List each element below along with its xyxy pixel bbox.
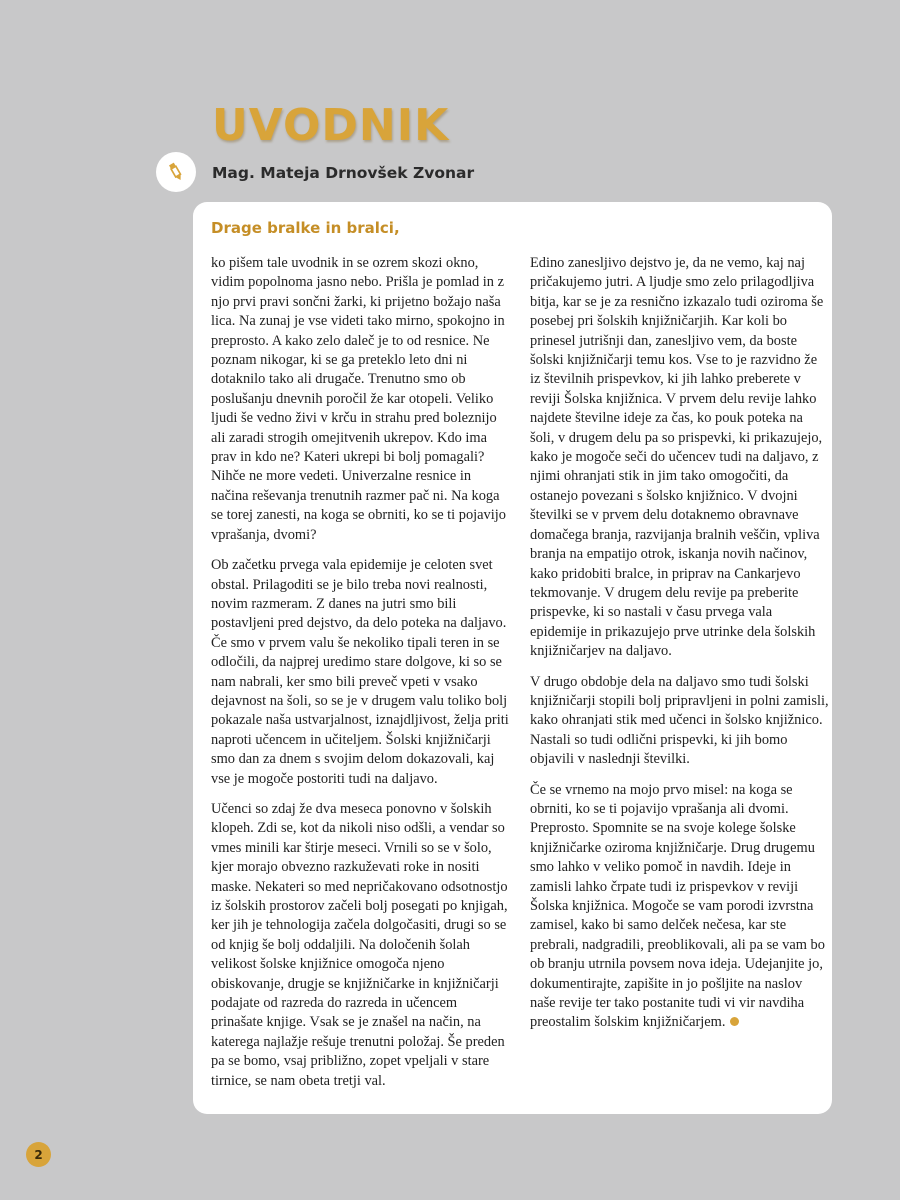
paragraph: Edino zanesljivo dejstvo je, da ne vemo, kaj naj pričakujemo jutri. A ljudje smo zelo prilagodljiva bitja, kar se je za resnično izkazalo tudi oziroma še posebej pri šolskih knjižničarjih. Kar koli bo prinesel jutrišnji dan, zanesljivo vem, da boste šolski knjižničarji temu kos. Vse to je razvidno že iz številnih prispevkov, ki jih lahko preberete v reviji Šolska knjižnica. V prvem delu revije lahko najdete številne ideje za čas, ko pouk poteka na šoli, v drugem delu pa so prispevki, ki prikazujejo, kako je mogoče seči do učencev tudi na daljavo, z njimi ohranjati stik in jim tako omogočiti, da ostanejo povezani s šolsko knjižnico. V dvojni številki se v prvem delu dotaknemo obravnave domačega branja, razvijanja bralnih veščin, vpliva branja na empatijo otrok, iskanja novih načinov, kako pridobiti bralce, in priprav na Cankarjevo tekmovanje. V drugem delu revije pa preberite prispevke, ki so nastali v času prvega vala epidemije in prikazujejo prve utrinke dela šolskih knjižničarjev na daljavo. — [530, 255, 824, 660]
paragraph-last — [530, 781, 830, 1033]
end-mark-icon — [730, 1017, 739, 1026]
paragraph: Učenci so zdaj že dva meseca ponovno v šolskih klopeh. Zdi se, kot da nikoli niso odšli, a vendar so vmes minili kar štirje meseci. Vrnili so se v šolo, kjer morajo obvezno razkuževati roke in nositi maske. Nekateri so med nepričakovano odsotnostjo iz šolskih prostorov začeli bolj posegati po knjigah, ker jih je tehnologija začela dolgočasiti, drugi so se od knjig še bolj oddaljili. Na določenih šolah velikost šolske knjižnice omogoča njeno obiskovanje, drugje se knjižničarke in knjižničarji podajate od razreda do razreda in učencem prinašate knjige. Vsak se je znašel na način, na katerega najlažje rešuje trenutni položaj. Še preden pa se bomo, vsaj približno, zopet vpeljali v stare tirnice, se nam obeta tretji val. — [211, 800, 508, 1089]
page-title: UVODNIK — [212, 100, 450, 151]
paragraph: V drugo obdobje dela na daljavo smo tudi šolski knjižničarji stopili bolj pripravljeni in polni zamisli, kako ohranjati stik med učenci in šolsko knjižnico. Nastali so tudi odlični prispevki, ki jih bomo objavili v naslednji številki. — [530, 673, 829, 768]
author-name: Mag. Mateja Drnovšek Zvonar — [212, 164, 475, 182]
article-card — [193, 202, 832, 1114]
article-column-left — [211, 254, 511, 1102]
article-column-right — [530, 254, 830, 1044]
pencil-icon — [156, 152, 196, 192]
paragraph: Ob začetku prvega vala epidemije je celoten svet obstal. Prilagoditi se je bilo treba novi realnosti, novim razmeram. Z danes na jutri smo bili postavljeni pred dejstvo, da delo poteka na daljavo. Če smo v prvem valu še nekoliko tipali teren in se odločili, da najprej uredimo stare dolgove, ki so se nam nabrali, ker smo bili preveč vpeti v vsako dejavnost na šoli, so se je v drugem valu toliko bolj pokazale naša ustvarjalnost, iznajdljivost, želja priti naproti učencem in učiteljem. Šolski knjižničarji smo dan za dnem s svojim delom dokazovali, kaj vse je mogoče postoriti tudi na daljavo. — [211, 557, 509, 787]
greeting: Drage bralke in bralci, — [211, 219, 400, 237]
page-number: 2 — [26, 1142, 51, 1167]
paragraph-text: Če se vrnemo na mojo prvo misel: na koga se obrniti, ko se ti pojavijo vprašanja ali dvomi. Preprosto. Spomnite se na svoje kolege šolske knjižničarke oziroma knjižničarje. Drug drugemu smo lahko v veliko pomoč in navdih. Ideje in zamisli lahko črpate tudi iz prispevkov v reviji Šolska knjižnica. Mogoče se vam porodi izvrstna zamisel, kako bi samo delček nečesa, kar ste prebrali, nadgradili, preoblikovali, ali pa se vam bo ob branju utrnila povsem nova ideja. Udejanjite jo, dokumentirajte, zapišite in jo pošljite na naslov naše revije ter tako postanite tudi vi vir navdiha preostalim šolskim knjižničarjem. — [530, 781, 825, 1031]
paragraph: ko pišem tale uvodnik in se ozrem skozi okno, vidim popolnoma jasno nebo. Prišla je pomlad in z njo prvi pravi sončni žarki, ki prijetno božajo naša lica. Na zunaj je vse videti tako mirno, spokojno in preprosto. A kako zelo daleč je to od resnice. Ne poznam nikogar, ki se ga preteklo leto dni ni dotaknilo tako ali drugače. Trenutno smo ob poslušanju dnevnih poročil že kar otopeli. Veliko ljudi še vedno živi v krču in strahu pred boleznijo ali zaradi strogih omejitvenih ukrepov. Kdo ima prav in kdo ne? Kateri ukrepi bi bolj pomagali? Nihče ne more vedeti. Univerzalne resnice in načina reševanja trenutnih razmer pač ni. Na koga se torej zanesti, na koga se obrniti, ko se ti pojavijo vprašanja, dvomi? — [211, 255, 506, 543]
